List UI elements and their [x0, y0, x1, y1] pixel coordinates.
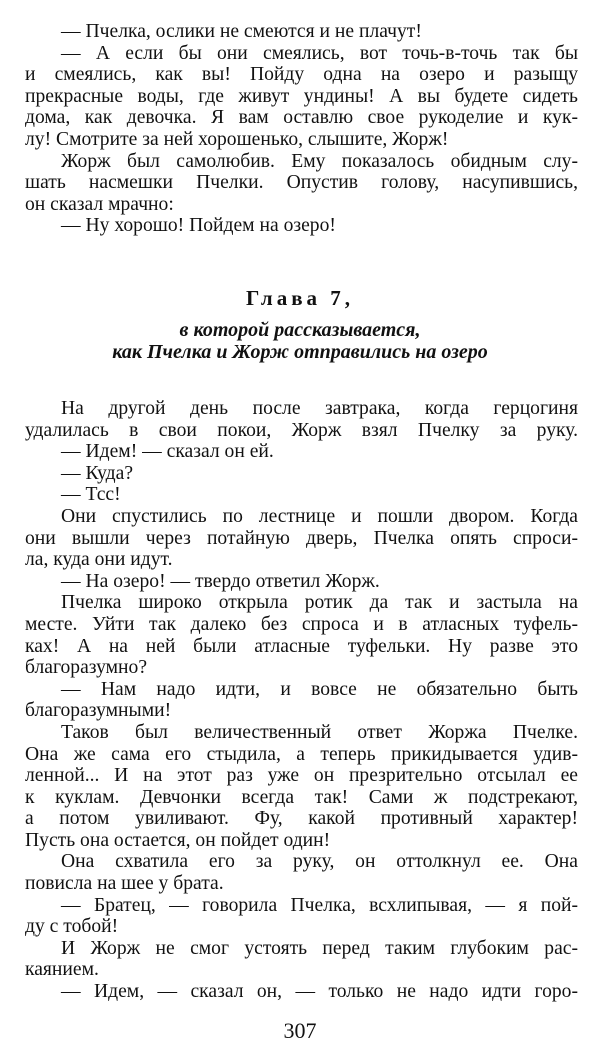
text-line: лу! Смотрите за ней хорошенько, слышите, Жорж! [25, 128, 449, 150]
text-line: шать насмешки Пчелки. Опустив голову, насупившись, [25, 172, 578, 194]
text-block-chapter-body [25, 398, 578, 1003]
text-line: — Нам надо идти, и вовсе не обязательно быть [61, 678, 578, 700]
text-line: месте. Уйти так далеко без спроса и в атласных туфель- [25, 613, 578, 635]
text-line: И Жорж не смог устоять перед таким глубоким рас- [61, 937, 578, 959]
text-line: ленной... И на этот раз уже он презрительно отсылал ее [25, 765, 578, 787]
chapter-subtitle-line-2: как Пчелка и Жорж отправились на озеро [112, 341, 488, 363]
text-line: удалилась в свои покои, Жорж взял Пчелку за руку. [25, 419, 578, 441]
text-line: Они спустились по лестнице и пошли двором. Когда [61, 505, 578, 527]
text-line: ла, куда они идут. [25, 549, 173, 571]
text-line: благоразумными! [25, 700, 172, 722]
text-line: — Пчелка, ослики не смеются и не плачут! [61, 21, 422, 42]
page-number: 307 [283, 1018, 317, 1043]
text-line: благоразумно? [25, 657, 148, 679]
text-line: а потом увиливают. Фу, какой противный характер! [25, 808, 578, 830]
text-line: Пусть она остается, он пойдет один! [25, 829, 331, 851]
text-line: — Братец, — говорила Пчелка, всхлипывая, — я пой- [61, 894, 578, 916]
text-line: к куклам. Девчонки всегда так! Сами ж подстрекают, [25, 786, 578, 808]
text-line: ду с тобой! [25, 916, 119, 938]
text-line: каянием. [25, 959, 99, 981]
text-line: Таков был величественный ответ Жоржа Пчелке. [61, 721, 578, 743]
text-line: — Куда? [61, 462, 134, 484]
text-line: — На озеро! — твердо ответил Жорж. [61, 570, 380, 592]
text-line: Она же сама его стыдила, а теперь прикидывается удив- [25, 743, 578, 765]
text-line: ках! А на ней были атласные туфельки. Ну разве это [25, 635, 578, 657]
text-line: — Идем, — сказал он, — только не надо идти горо- [61, 981, 578, 1003]
text-line: повисла на шее у брата. [25, 873, 224, 895]
text-line: Пчелка широко открыла ротик да так и застыла на [61, 592, 578, 614]
text-line: — Идем! — сказал он ей. [61, 441, 274, 463]
chapter-title: Глава 7, [245, 286, 355, 310]
text-line: — А если бы они смеялись, вот точь-в-точь так бы [61, 42, 578, 64]
text-line: Она схватила его за руку, он оттолкнул ее. Она [61, 851, 578, 873]
text-line: Жорж был самолюбив. Ему показалось обидным слу- [61, 150, 578, 172]
text-line: — Ну хорошо! Пойдем на озеро! [61, 215, 336, 237]
text-block-top [25, 21, 578, 237]
text-line: прекрасные воды, где живут ундины! А вы будете сидеть [25, 85, 578, 107]
text-line: дома, как девочка. Я вам оставлю свое рукоделие и кук- [25, 107, 578, 129]
text-line: — Тсс! [61, 484, 121, 506]
chapter-subtitle-line-1: в которой рассказывается, [179, 319, 421, 341]
text-line: он сказал мрачно: [25, 193, 174, 215]
text-line: и смеялись, как вы! Пойду одна на озеро и разыщу [25, 64, 578, 86]
text-line: они вышли через потайную дверь, Пчелка опять спроси- [25, 527, 578, 549]
text-line: На другой день после завтрака, когда герцогиня [61, 398, 578, 419]
